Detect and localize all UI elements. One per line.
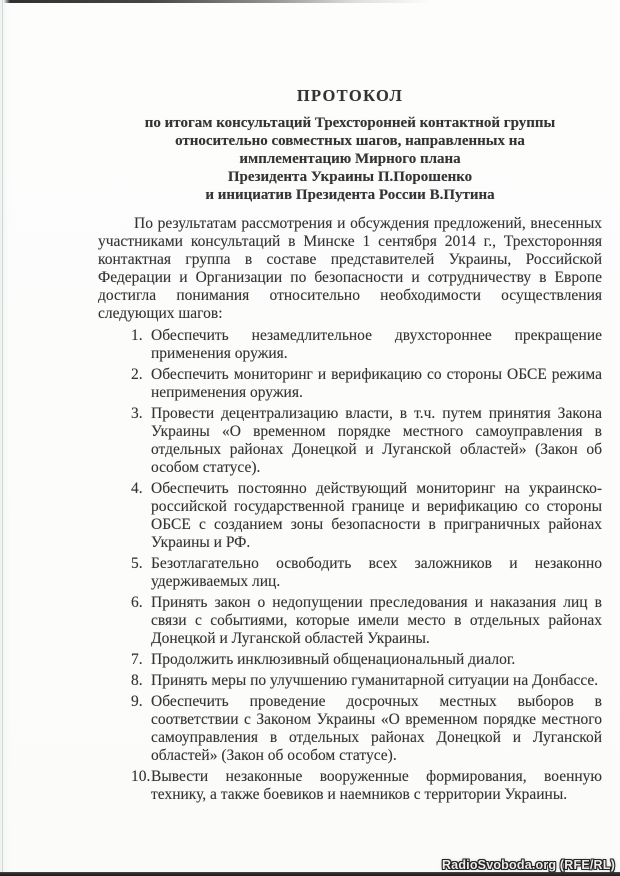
step-number: 7. <box>131 651 143 668</box>
step-item <box>131 405 602 477</box>
document-body <box>98 0 602 807</box>
step-number: 10. <box>131 768 151 785</box>
subtitle-line: Президента Украины П.Порошенко <box>227 169 473 185</box>
step-number: 9. <box>131 693 143 710</box>
step-item <box>131 555 602 591</box>
step-text: Продолжить инклюзивный общенациональный диалог. <box>151 651 516 668</box>
watermark-radiosvoboda: RadioSvoboda.org (RFE/RL) <box>441 858 615 872</box>
step-item <box>131 480 602 552</box>
step-text: Принять меры по улучшению гуманитарной ситуации на Донбассе. <box>151 672 599 689</box>
scan-artifact-bottom-edge <box>0 872 620 876</box>
step-text: Обеспечить проведение досрочных местных выборов в соответствии с Законом Украины «О временном порядке местного самоуправления в отдельных районах Донецкой и Луганской областей» (Закон об особом статусе). <box>151 693 602 764</box>
step-item <box>131 693 602 765</box>
subtitle-line: и инициатив Президента России В.Путина <box>205 187 495 203</box>
step-item <box>131 327 602 363</box>
step-number: 6. <box>131 594 143 611</box>
step-number: 5. <box>131 555 143 572</box>
step-text: Вывести незаконные вооруженные формирования, военную технику, а также боевиков и наемников с территории Украины. <box>151 768 602 803</box>
step-item <box>131 651 602 669</box>
step-text: Обеспечить постоянно действующий мониторинг на украинско-российской государственной границе и верификацию со стороны ОБСЕ с созданием зоны безопасности в приграничных районах Украины и РФ. <box>151 480 602 551</box>
step-text: Провести децентрализацию власти, в т.ч. путем принятия Закона Украины «О временном порядке местного самоуправления в отдельных районах Донецкой и Луганской областей» (Закон об особом статусе). <box>151 405 602 476</box>
step-text: Принять закон о недопущении преследования и наказания лиц в связи с событиями, которые имели место в отдельных районах Донецкой и Луганской областей Украины. <box>151 594 602 647</box>
subtitle-line: по итогам консультаций Трехсторонней контактной группы <box>144 115 556 131</box>
step-number: 8. <box>131 672 143 689</box>
step-text: Безотлагательно освободить всех заложников и незаконно удерживаемых лиц. <box>151 555 602 590</box>
step-item <box>131 366 602 402</box>
document-subtitle <box>98 114 602 204</box>
step-number: 2. <box>131 366 143 383</box>
subtitle-line: относительно совместных шагов, направленных на <box>175 133 525 149</box>
intro-paragraph: По результатам рассмотрения и обсуждения предложений, внесенных участниками консультаций в Минске 1 сентября 2014 г., Трехсторонняя контактная группа в составе представителей Украины, Российской Федерации и Организации по безопасности и сотрудничеству в Европе достигла понимания относительно необходимости осуществления следующих шагов: <box>98 215 602 322</box>
step-number: 4. <box>131 480 143 497</box>
steps-list <box>98 327 602 804</box>
document-title: ПРОТОКОЛ <box>296 86 404 105</box>
scan-artifact-left-line <box>2 0 3 876</box>
step-item <box>131 768 602 804</box>
step-item <box>131 594 602 648</box>
step-text: Обеспечить мониторинг и верификацию со стороны ОБСЕ режима неприменения оружия. <box>151 366 602 401</box>
step-text: Обеспечить незамедлительное двухстороннее прекращение применения оружия. <box>151 327 602 362</box>
step-item <box>131 672 602 690</box>
subtitle-line: имплементацию Мирного плана <box>239 151 461 167</box>
step-number: 3. <box>131 405 143 422</box>
step-number: 1. <box>131 327 143 344</box>
